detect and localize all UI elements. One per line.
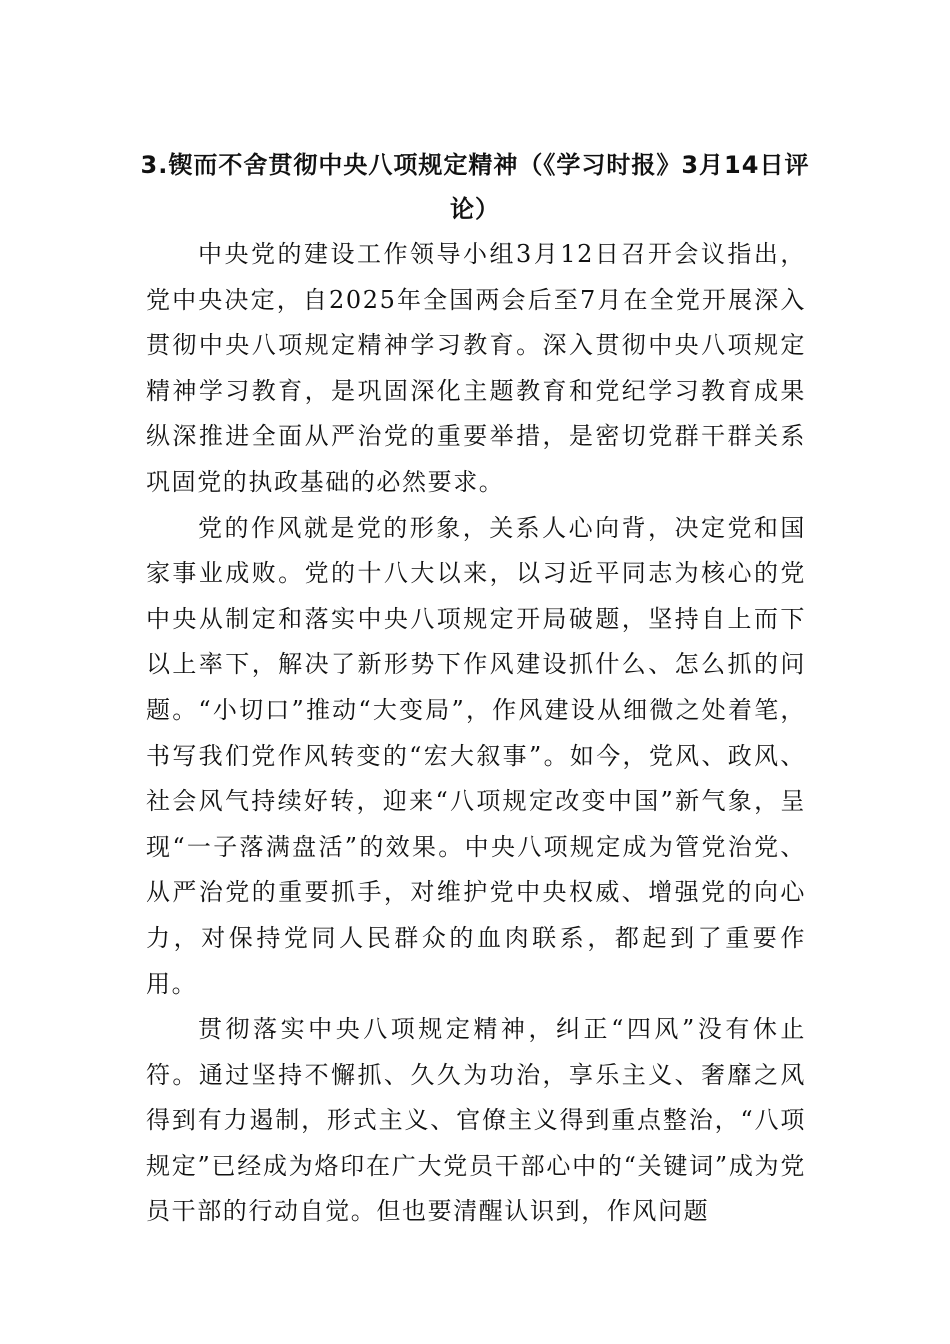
article-title: 3.锲而不舍贯彻中央八项规定精神（《学习时报》3月14日评论） [140,151,810,223]
paragraph-2: 党的作风就是党的形象，关系人心向背，决定党和国家事业成败。党的十八大以来，以习近平同志为核心的党中央从制定和落实中央八项规定开局破题，坚持自上而下以上率下，解决了新形势下作风建设抓什么、怎么抓的问题。“小切口”推动“大变局”，作风建设从细微之处着笔，书写我们党作风转变的“宏大叙事”。如今，党风、政风、社会风气持续好转，迎来“八项规定改变中国”新气象，呈现“一子落满盘活”的效果。中央八项规定成为管党治党、从严治党的重要抓手，对维护党中央权威、增强党的向心力，对保持党同人民群众的血肉联系，都起到了重要作用。 [146,513,806,998]
paragraph-3: 贯彻落实中央八项规定精神，纠正“四风”没有休止符。通过坚持不懈抓、久久为功治，享乐主义、奢靡之风得到有力遏制，形式主义、官僚主义得到重点整治，“八项规定”已经成为烙印在广大党员干部心中的“关键词”成为党员干部的行动自觉。但也要清醒认识到，作风问题 [146,1015,806,1226]
article-body [146,232,806,1235]
paragraph-1: 中央党的建设工作领导小组3月12日召开会议指出，党中央决定，自2025年全国两会后至7月在全党开展深入贯彻中央八项规定精神学习教育。深入贯彻中央八项规定精神学习教育，是巩固深化主题教育和党纪学习教育成果纵深推进全面从严治党的重要举措，是密切党群干群关系巩固党的执政基础的必然要求。 [146,240,806,496]
